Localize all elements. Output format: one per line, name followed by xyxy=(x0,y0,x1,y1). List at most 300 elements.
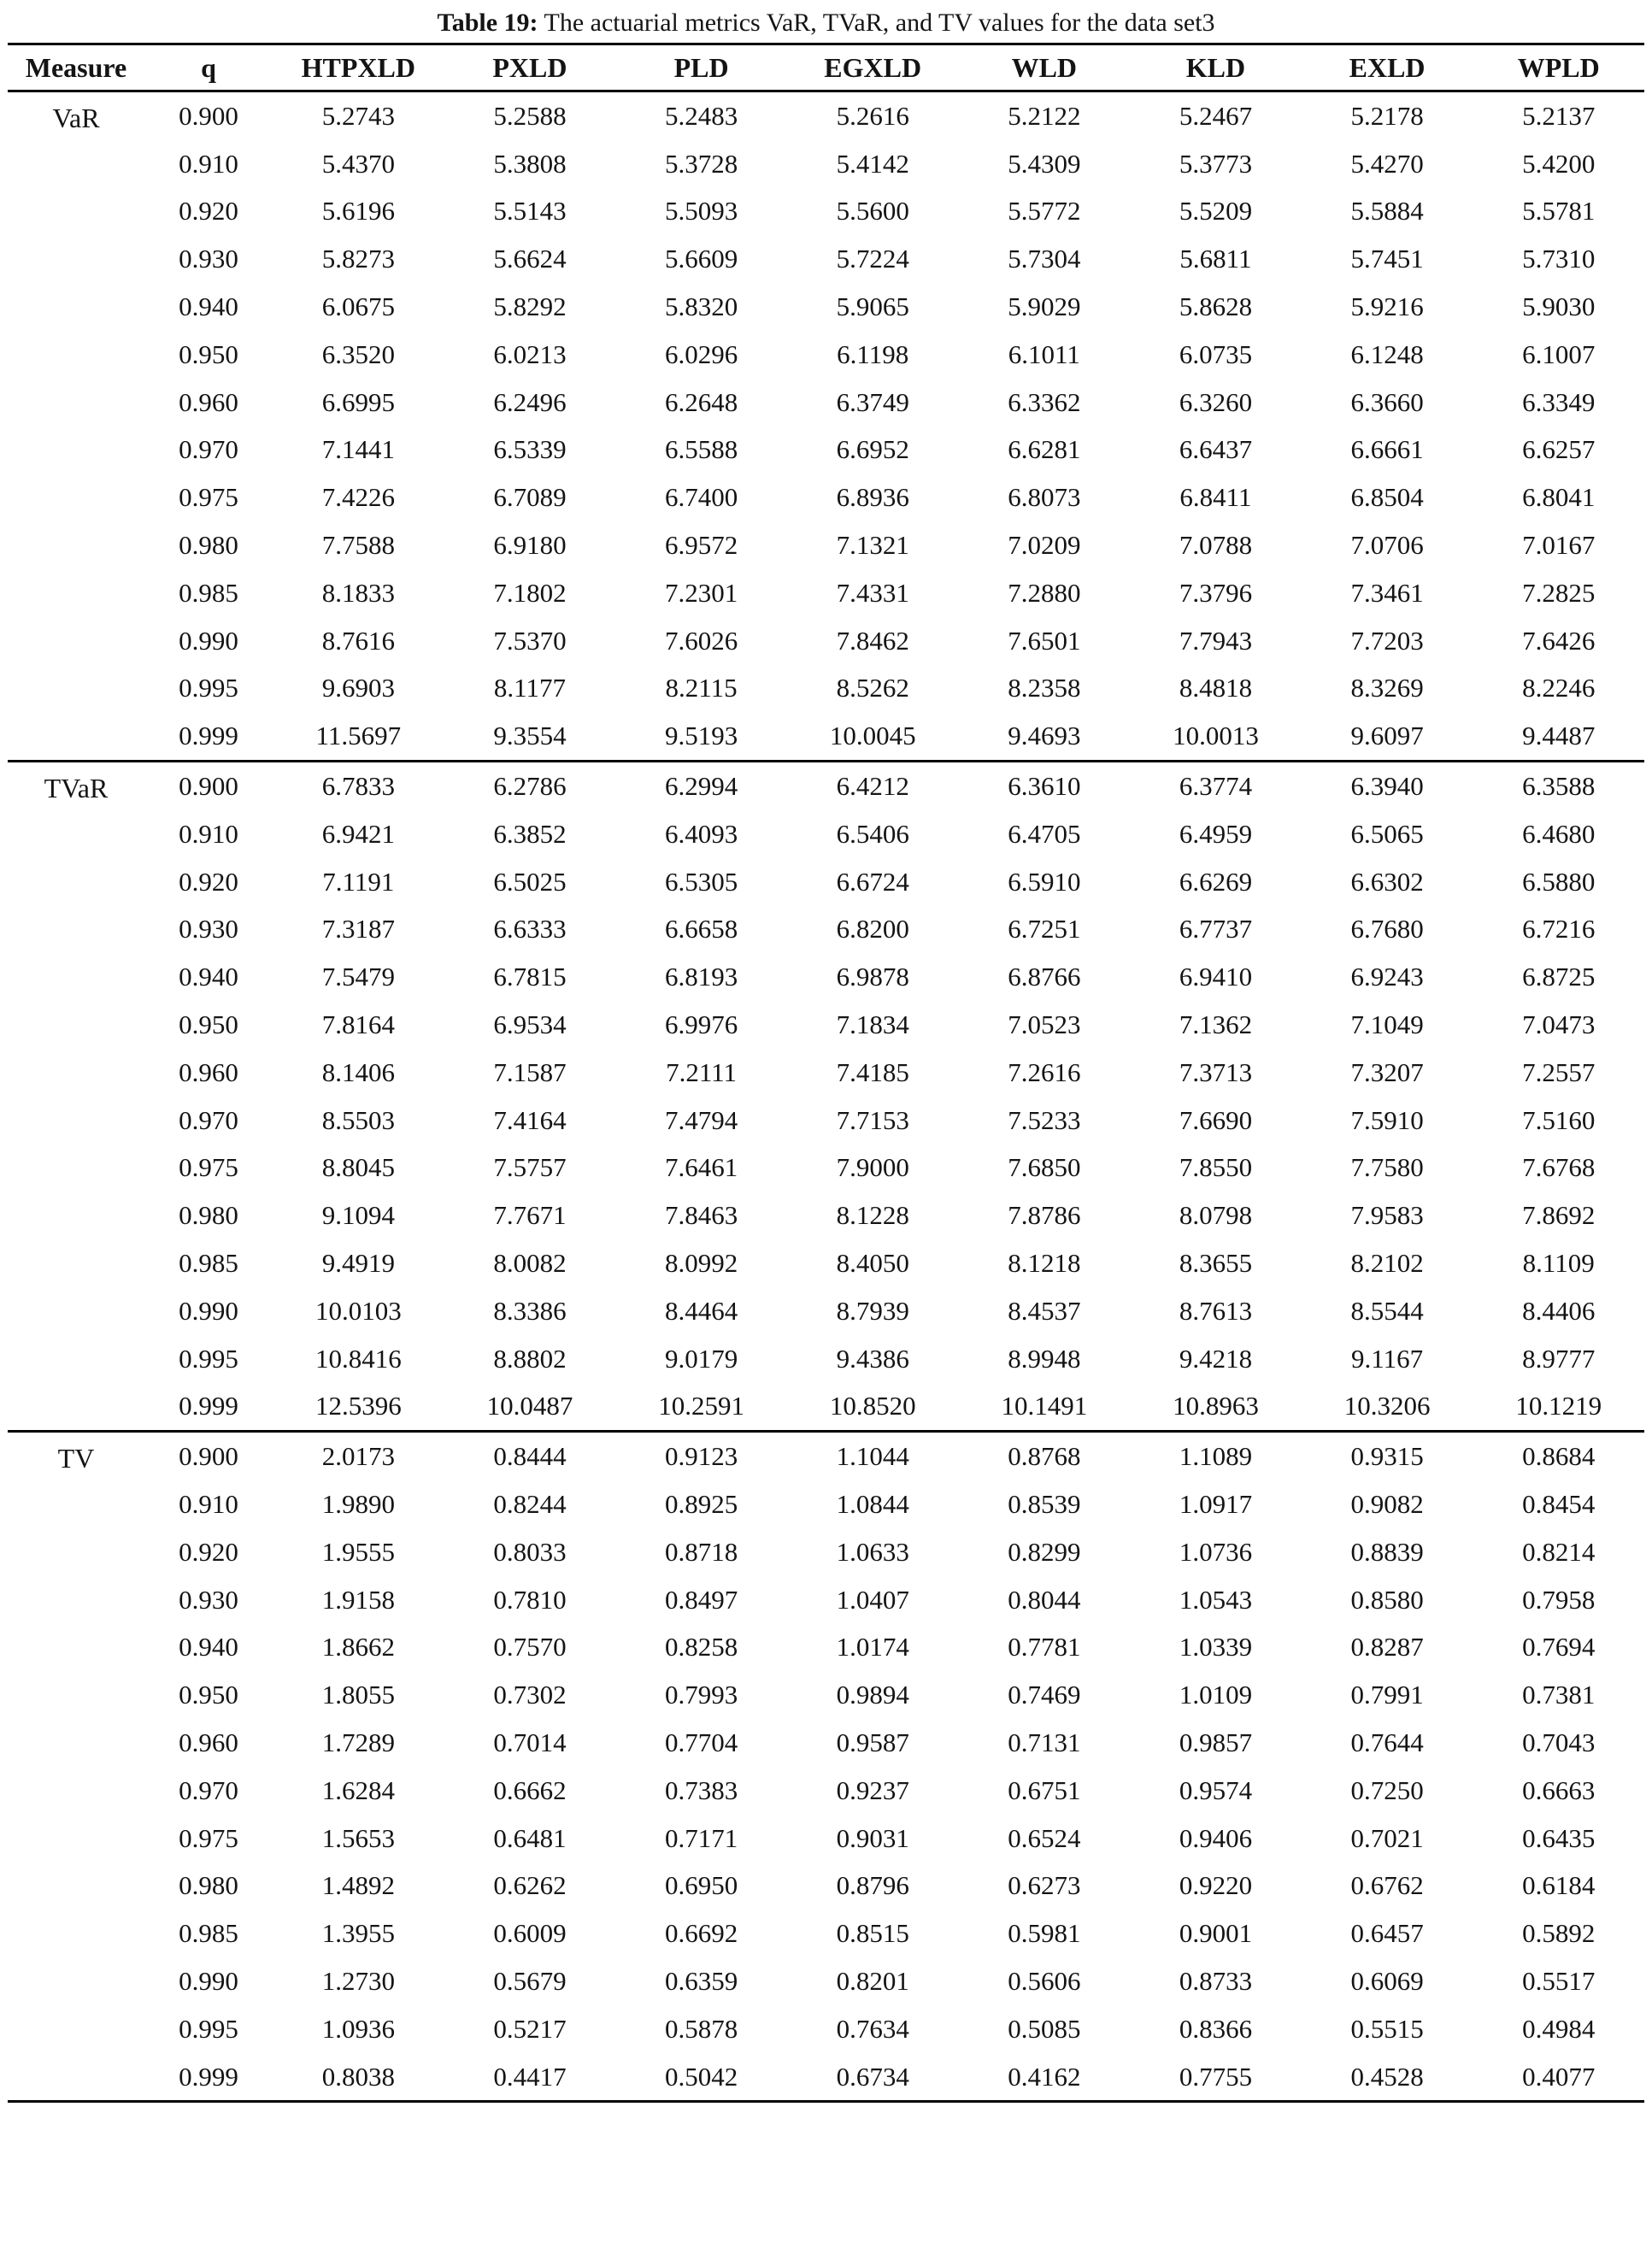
q-value: 0.970 xyxy=(179,1774,238,1805)
metric-value: 5.5884 xyxy=(1350,196,1424,227)
table-row xyxy=(8,1815,1644,1863)
metric-value: 6.2496 xyxy=(493,386,567,417)
table-row xyxy=(8,1671,1644,1719)
metric-value: 8.3386 xyxy=(493,1295,567,1326)
metric-value: 1.0339 xyxy=(1179,1632,1253,1662)
q-value: 0.990 xyxy=(179,1295,238,1326)
metric-value: 6.3660 xyxy=(1350,386,1424,417)
metric-value: 0.7469 xyxy=(1008,1680,1081,1710)
metric-value: 6.7251 xyxy=(1008,914,1081,945)
metric-value: 8.9948 xyxy=(1008,1343,1081,1374)
measure-group-var xyxy=(8,91,1644,762)
metric-value: 7.0706 xyxy=(1350,530,1424,561)
metric-value: 7.1587 xyxy=(493,1056,567,1087)
metric-value: 0.8580 xyxy=(1350,1584,1424,1615)
table-row xyxy=(8,379,1644,427)
metric-value: 1.0407 xyxy=(836,1584,909,1615)
metric-value: 8.8802 xyxy=(493,1343,567,1374)
metric-value: 1.7289 xyxy=(321,1727,395,1757)
metric-value: 7.5910 xyxy=(1350,1104,1424,1135)
metric-value: 0.8366 xyxy=(1179,2013,1253,2044)
metric-value: 6.3940 xyxy=(1350,771,1424,802)
table-row xyxy=(8,953,1644,1001)
metric-value: 6.5065 xyxy=(1350,818,1424,849)
metric-value: 6.8411 xyxy=(1179,482,1252,513)
table-caption-text: The actuarial metrics VaR, TVaR, and TV values for the data set3 xyxy=(538,9,1215,37)
q-value: 0.990 xyxy=(179,1965,238,1996)
q-value: 0.995 xyxy=(179,1343,238,1374)
metric-value: 6.8073 xyxy=(1008,482,1081,513)
metric-value: 6.7216 xyxy=(1522,914,1596,945)
q-value: 0.980 xyxy=(179,1200,238,1231)
metric-value: 0.8299 xyxy=(1008,1536,1081,1567)
table-row xyxy=(8,1097,1644,1145)
q-value: 0.910 xyxy=(179,148,238,179)
metric-value: 6.3588 xyxy=(1522,771,1596,802)
measure-label: TV xyxy=(57,1443,95,1474)
metric-value: 8.2102 xyxy=(1350,1248,1424,1279)
metric-value: 6.5305 xyxy=(664,866,738,897)
q-value: 0.900 xyxy=(179,771,238,802)
metric-value: 8.4406 xyxy=(1522,1295,1596,1326)
header-kld: KLD xyxy=(1185,51,1246,83)
metric-value: 8.5262 xyxy=(836,673,909,703)
metric-value: 6.6269 xyxy=(1179,866,1253,897)
table-row xyxy=(8,1383,1644,1432)
metric-value: 7.4331 xyxy=(836,577,909,608)
metric-value: 8.5544 xyxy=(1350,1295,1424,1326)
metric-value: 5.5143 xyxy=(493,196,567,227)
metric-value: 0.6069 xyxy=(1350,1965,1424,1996)
metric-value: 7.5757 xyxy=(493,1152,567,1183)
metric-value: 5.2467 xyxy=(1179,100,1253,131)
metric-value: 7.6426 xyxy=(1522,625,1596,656)
table-row xyxy=(8,1335,1644,1383)
metric-value: 7.1191 xyxy=(322,866,395,897)
metric-value: 0.8214 xyxy=(1522,1536,1596,1567)
metric-value: 0.8497 xyxy=(664,1584,738,1615)
metric-value: 7.6850 xyxy=(1008,1152,1081,1183)
metric-value: 0.8515 xyxy=(836,1918,909,1949)
metric-value: 0.9587 xyxy=(836,1727,909,1757)
metric-value: 0.8244 xyxy=(493,1489,567,1519)
metric-value: 7.2616 xyxy=(1008,1056,1081,1087)
metric-value: 1.0736 xyxy=(1179,1536,1253,1567)
metric-value: 5.2616 xyxy=(836,100,909,131)
metric-value: 7.7943 xyxy=(1179,625,1253,656)
metric-value: 0.8733 xyxy=(1179,1965,1253,1996)
metric-value: 7.7203 xyxy=(1350,625,1424,656)
header-exld: EXLD xyxy=(1349,51,1426,83)
metric-value: 0.5515 xyxy=(1350,2013,1424,2044)
metric-value: 0.6273 xyxy=(1008,1870,1081,1901)
metric-value: 6.3362 xyxy=(1008,386,1081,417)
table-row xyxy=(8,140,1644,188)
metric-value: 0.5892 xyxy=(1522,1918,1596,1949)
metric-value: 6.1011 xyxy=(1008,338,1080,369)
metric-value: 7.1441 xyxy=(321,434,395,465)
table-row xyxy=(8,1957,1644,2005)
table-row xyxy=(8,1001,1644,1049)
table-caption-label: Table 19: xyxy=(437,9,538,37)
metric-value: 9.5193 xyxy=(664,721,738,751)
metric-value: 8.7616 xyxy=(321,625,395,656)
metric-value: 8.0992 xyxy=(664,1248,738,1279)
metric-value: 6.7815 xyxy=(493,962,567,992)
table-row xyxy=(8,712,1644,761)
metric-value: 8.7613 xyxy=(1179,1295,1253,1326)
table-row xyxy=(8,569,1644,617)
metric-value: 1.2730 xyxy=(321,1965,395,1996)
q-value: 0.995 xyxy=(179,673,238,703)
metric-value: 1.4892 xyxy=(321,1870,395,1901)
metric-value: 5.7451 xyxy=(1350,244,1424,274)
metric-value: 6.8725 xyxy=(1522,962,1596,992)
table-caption xyxy=(0,0,1652,43)
metric-value: 6.1198 xyxy=(837,338,909,369)
metric-value: 0.9001 xyxy=(1179,1918,1253,1949)
metric-value: 0.6762 xyxy=(1350,1870,1424,1901)
table-row xyxy=(8,1767,1644,1815)
table-row xyxy=(8,858,1644,906)
metric-value: 7.7671 xyxy=(493,1200,567,1231)
metric-value: 5.9029 xyxy=(1008,291,1081,322)
metric-value: 9.0179 xyxy=(664,1343,738,1374)
metric-value: 7.5233 xyxy=(1008,1104,1081,1135)
metric-value: 6.8200 xyxy=(836,914,909,945)
metric-value: 8.1177 xyxy=(493,673,566,703)
metric-value: 0.7958 xyxy=(1522,1584,1596,1615)
metric-value: 7.0167 xyxy=(1522,530,1596,561)
q-value: 0.900 xyxy=(179,100,238,131)
metric-value: 6.7833 xyxy=(321,771,395,802)
metric-value: 5.6624 xyxy=(493,244,567,274)
metric-value: 8.0082 xyxy=(493,1248,567,1279)
q-value: 0.975 xyxy=(179,1822,238,1853)
q-value: 0.910 xyxy=(179,818,238,849)
metric-value: 1.6284 xyxy=(321,1774,395,1805)
metric-value: 0.7810 xyxy=(493,1584,567,1615)
metric-value: 7.3187 xyxy=(321,914,395,945)
metric-value: 1.0109 xyxy=(1179,1680,1253,1710)
metric-value: 8.7939 xyxy=(836,1295,909,1326)
table-header xyxy=(8,44,1644,91)
q-value: 0.920 xyxy=(179,196,238,227)
metric-value: 6.8936 xyxy=(836,482,909,513)
table-row xyxy=(8,1287,1644,1335)
metric-value: 5.9216 xyxy=(1350,291,1424,322)
metric-value: 0.8038 xyxy=(321,2061,395,2092)
metric-value: 0.8796 xyxy=(836,1870,909,1901)
metrics-table xyxy=(8,43,1644,2103)
metric-value: 7.1802 xyxy=(493,577,567,608)
metric-value: 0.8925 xyxy=(664,1489,738,1519)
metric-value: 7.7588 xyxy=(321,530,395,561)
metric-value: 6.3852 xyxy=(493,818,567,849)
metric-value: 6.7680 xyxy=(1350,914,1424,945)
metric-value: 0.8444 xyxy=(493,1441,567,1472)
metric-value: 6.6658 xyxy=(664,914,738,945)
metric-value: 6.6724 xyxy=(836,866,909,897)
metric-value: 10.8963 xyxy=(1173,1391,1259,1421)
table-row xyxy=(8,617,1644,665)
metric-value: 7.2111 xyxy=(666,1056,738,1087)
table-row xyxy=(8,1239,1644,1287)
metric-value: 7.5370 xyxy=(493,625,567,656)
metric-value: 7.3796 xyxy=(1179,577,1253,608)
table-row xyxy=(8,188,1644,236)
metric-value: 5.7310 xyxy=(1522,244,1596,274)
metric-value: 10.3206 xyxy=(1343,1391,1431,1421)
metric-value: 12.5396 xyxy=(315,1391,402,1421)
metric-value: 5.3773 xyxy=(1179,148,1253,179)
metric-value: 6.3349 xyxy=(1522,386,1596,417)
metric-value: 0.8768 xyxy=(1008,1441,1081,1472)
metric-value: 5.6196 xyxy=(321,196,395,227)
metric-value: 6.9878 xyxy=(836,962,909,992)
metric-value: 8.2358 xyxy=(1008,673,1081,703)
metric-value: 0.7781 xyxy=(1008,1632,1081,1662)
metric-value: 0.7634 xyxy=(836,2013,909,2044)
table-row xyxy=(8,2053,1644,2102)
metric-value: 6.7089 xyxy=(493,482,567,513)
metric-value: 8.3655 xyxy=(1179,1248,1253,1279)
q-value: 0.930 xyxy=(179,244,238,274)
metric-value: 6.2994 xyxy=(664,771,738,802)
metric-value: 1.0936 xyxy=(321,2013,395,2044)
metric-value: 1.0917 xyxy=(1179,1489,1253,1519)
metric-value: 0.6481 xyxy=(493,1822,567,1853)
header-egxld: EGXLD xyxy=(824,51,922,83)
q-value: 0.950 xyxy=(179,338,238,369)
q-value: 0.920 xyxy=(179,1536,238,1567)
metric-value: 1.9158 xyxy=(321,1584,395,1615)
q-value: 0.970 xyxy=(179,434,238,465)
metric-value: 5.2588 xyxy=(493,100,567,131)
q-value: 0.900 xyxy=(179,1441,238,1472)
metric-value: 6.9180 xyxy=(493,530,567,561)
q-value: 0.920 xyxy=(179,866,238,897)
table-row xyxy=(8,2005,1644,2053)
metric-value: 1.9890 xyxy=(321,1489,395,1519)
metric-value: 8.1833 xyxy=(321,577,395,608)
metric-value: 5.4270 xyxy=(1350,148,1424,179)
metric-value: 8.4537 xyxy=(1008,1295,1081,1326)
metric-value: 9.6097 xyxy=(1350,721,1424,751)
table-row xyxy=(8,331,1644,379)
metric-value: 0.5042 xyxy=(664,2061,738,2092)
q-value: 0.940 xyxy=(179,1632,238,1662)
measure-label: VaR xyxy=(52,103,100,133)
metric-value: 5.5600 xyxy=(836,196,909,227)
metric-value: 6.4959 xyxy=(1179,818,1253,849)
metric-value: 7.8463 xyxy=(664,1200,738,1231)
metric-value: 9.1167 xyxy=(1351,1343,1424,1374)
metric-value: 7.8550 xyxy=(1179,1152,1253,1183)
metric-value: 1.9555 xyxy=(321,1536,395,1567)
q-value: 0.980 xyxy=(179,1870,238,1901)
metric-value: 6.4093 xyxy=(664,818,738,849)
metric-value: 0.4417 xyxy=(493,2061,567,2092)
metric-value: 0.5217 xyxy=(493,2013,567,2044)
metric-value: 0.7704 xyxy=(664,1727,738,1757)
metric-value: 7.4185 xyxy=(836,1056,909,1087)
metric-value: 5.5209 xyxy=(1179,196,1253,227)
q-value: 0.910 xyxy=(179,1489,238,1519)
metric-value: 0.6663 xyxy=(1522,1774,1596,1805)
metric-value: 0.7993 xyxy=(664,1680,738,1710)
table-row xyxy=(8,810,1644,858)
metric-value: 7.6690 xyxy=(1179,1104,1253,1135)
metric-value: 7.8692 xyxy=(1522,1200,1596,1231)
metric-value: 6.3774 xyxy=(1179,771,1253,802)
metric-value: 10.8416 xyxy=(315,1343,402,1374)
metric-value: 0.6457 xyxy=(1350,1918,1424,1949)
metric-value: 5.2122 xyxy=(1008,100,1081,131)
q-value: 0.990 xyxy=(179,625,238,656)
metric-value: 6.9976 xyxy=(664,1009,738,1040)
metric-value: 6.8504 xyxy=(1350,482,1424,513)
metric-value: 0.7131 xyxy=(1008,1727,1081,1757)
metric-value: 9.1094 xyxy=(321,1200,395,1231)
q-value: 0.950 xyxy=(179,1680,238,1710)
metric-value: 6.7737 xyxy=(1179,914,1253,945)
q-value: 0.960 xyxy=(179,1056,238,1087)
metric-value: 0.9894 xyxy=(836,1680,909,1710)
metric-value: 7.8164 xyxy=(321,1009,395,1040)
metric-value: 5.9030 xyxy=(1522,291,1596,322)
metric-value: 5.3728 xyxy=(664,148,738,179)
metric-value: 7.9000 xyxy=(836,1152,909,1183)
metric-value: 6.3749 xyxy=(836,386,909,417)
metric-value: 5.8292 xyxy=(493,291,567,322)
metric-value: 0.6262 xyxy=(493,1870,567,1901)
metric-value: 6.4212 xyxy=(836,771,909,802)
metric-value: 9.4218 xyxy=(1179,1343,1253,1374)
metric-value: 5.5781 xyxy=(1522,196,1596,227)
q-value: 0.999 xyxy=(179,1391,238,1421)
metric-value: 0.6009 xyxy=(493,1918,567,1949)
metric-value: 0.8454 xyxy=(1522,1489,1596,1519)
metric-value: 5.8628 xyxy=(1179,291,1253,322)
metric-value: 10.1219 xyxy=(1515,1391,1602,1421)
measure-group-tvar xyxy=(8,762,1644,1432)
metric-value: 5.6811 xyxy=(1179,244,1252,274)
metric-value: 7.0523 xyxy=(1008,1009,1081,1040)
metric-value: 7.6461 xyxy=(664,1152,738,1183)
metric-value: 0.6359 xyxy=(664,1965,738,1996)
metric-value: 5.4200 xyxy=(1522,148,1596,179)
metric-value: 0.8258 xyxy=(664,1632,738,1662)
metric-value: 5.2137 xyxy=(1522,100,1596,131)
metric-value: 0.6692 xyxy=(664,1918,738,1949)
metric-value: 5.4142 xyxy=(836,148,909,179)
q-value: 0.980 xyxy=(179,530,238,561)
metric-value: 0.9031 xyxy=(836,1822,909,1853)
metric-value: 0.6524 xyxy=(1008,1822,1081,1853)
q-value: 0.999 xyxy=(179,721,238,751)
metric-value: 8.4464 xyxy=(664,1295,738,1326)
q-value: 0.960 xyxy=(179,1727,238,1757)
table-row xyxy=(8,1049,1644,1097)
table-row xyxy=(8,1576,1644,1624)
metric-value: 10.0103 xyxy=(315,1295,402,1326)
metric-value: 0.7381 xyxy=(1522,1680,1596,1710)
metric-value: 7.4164 xyxy=(493,1104,567,1135)
metric-value: 5.2178 xyxy=(1350,100,1424,131)
metric-value: 10.1491 xyxy=(1001,1391,1088,1421)
metric-value: 7.9583 xyxy=(1350,1200,1424,1231)
metric-value: 6.0675 xyxy=(321,291,395,322)
metric-value: 8.5503 xyxy=(321,1104,395,1135)
table-row xyxy=(8,665,1644,713)
header-htpxld: HTPXLD xyxy=(301,51,415,83)
metric-value: 6.0735 xyxy=(1179,338,1253,369)
metric-value: 0.5878 xyxy=(664,2013,738,2044)
metric-value: 1.3955 xyxy=(321,1918,395,1949)
metric-value: 6.2786 xyxy=(493,771,567,802)
q-value: 0.975 xyxy=(179,1152,238,1183)
metric-value: 7.3713 xyxy=(1179,1056,1253,1087)
metric-value: 1.8055 xyxy=(321,1680,395,1710)
metric-value: 0.9406 xyxy=(1179,1822,1253,1853)
metric-value: 0.9237 xyxy=(836,1774,909,1805)
metric-value: 8.3269 xyxy=(1350,673,1424,703)
metric-value: 9.6903 xyxy=(321,673,395,703)
metric-value: 0.6435 xyxy=(1522,1822,1596,1853)
metric-value: 0.4162 xyxy=(1008,2061,1081,2092)
metric-value: 10.2591 xyxy=(658,1391,744,1421)
metric-value: 6.5025 xyxy=(493,866,567,897)
metric-value: 0.8839 xyxy=(1350,1536,1424,1567)
metric-value: 8.1109 xyxy=(1522,1248,1595,1279)
metric-value: 0.5606 xyxy=(1008,1965,1081,1996)
metric-value: 0.7250 xyxy=(1350,1774,1424,1805)
metric-value: 1.0543 xyxy=(1179,1584,1253,1615)
metric-value: 0.9220 xyxy=(1179,1870,1253,1901)
metric-value: 7.1834 xyxy=(836,1009,909,1040)
metric-value: 7.1049 xyxy=(1350,1009,1424,1040)
metric-value: 0.8718 xyxy=(664,1536,738,1567)
metric-value: 6.6302 xyxy=(1350,866,1424,897)
metric-value: 6.3260 xyxy=(1179,386,1253,417)
metric-value: 1.5653 xyxy=(321,1822,395,1853)
metric-value: 0.6751 xyxy=(1008,1774,1081,1805)
q-value: 0.985 xyxy=(179,1918,238,1949)
metric-value: 8.9777 xyxy=(1522,1343,1596,1374)
metric-value: 0.4077 xyxy=(1522,2061,1596,2092)
header-measure: Measure xyxy=(25,51,127,83)
metric-value: 7.8462 xyxy=(836,625,909,656)
metric-value: 7.0473 xyxy=(1522,1009,1596,1040)
metric-value: 6.6333 xyxy=(493,914,567,945)
table-row xyxy=(8,427,1644,474)
metric-value: 7.3207 xyxy=(1350,1056,1424,1087)
table-row xyxy=(8,1910,1644,1957)
metric-value: 7.0788 xyxy=(1179,530,1253,561)
q-value: 0.995 xyxy=(179,2013,238,2044)
metric-value: 6.5910 xyxy=(1008,866,1081,897)
metric-value: 5.2743 xyxy=(321,100,395,131)
metric-value: 7.6501 xyxy=(1008,625,1081,656)
metric-value: 1.1044 xyxy=(836,1441,909,1472)
metric-value: 6.9534 xyxy=(493,1009,567,1040)
metric-value: 7.3461 xyxy=(1350,577,1424,608)
metric-value: 6.9572 xyxy=(664,530,738,561)
metric-value: 5.6609 xyxy=(664,244,738,274)
metric-value: 0.5517 xyxy=(1522,1965,1596,1996)
table-row xyxy=(8,1624,1644,1672)
